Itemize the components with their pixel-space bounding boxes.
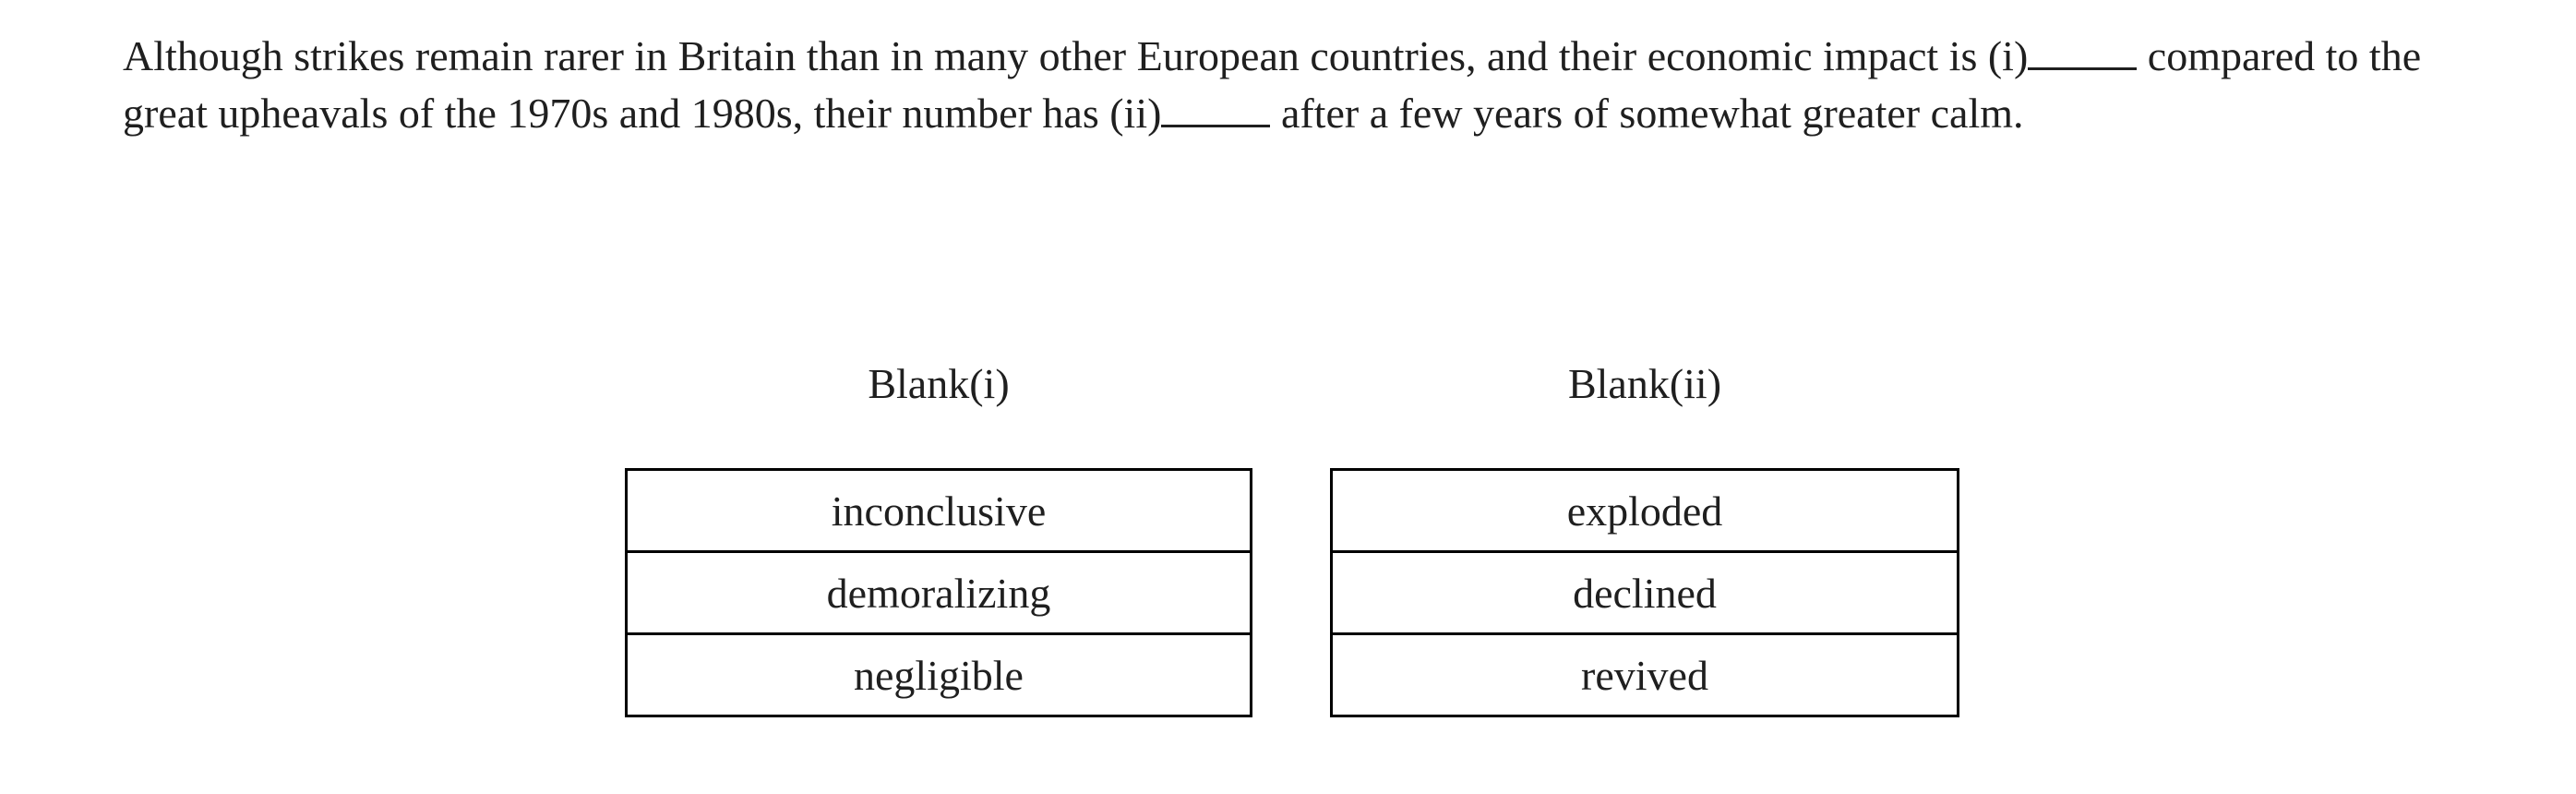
blank-ii-underline bbox=[1161, 125, 1270, 127]
blank-i-underline bbox=[2028, 67, 2137, 70]
blank-ii-answer-column bbox=[1330, 355, 1959, 717]
question-passage bbox=[123, 28, 2490, 142]
blank-i-options-table bbox=[625, 468, 1252, 717]
blank-i-header: Blank(i) bbox=[868, 360, 1010, 407]
passage-text-segment: compared to the great upheavals of the 1970s and 1980s, their number has (ii) bbox=[123, 32, 2422, 137]
option-cell-blank-i-2[interactable]: demoralizing bbox=[628, 550, 1250, 632]
option-cell-blank-ii-3[interactable]: revived bbox=[1333, 632, 1957, 715]
option-cell-blank-i-3[interactable]: negligible bbox=[628, 632, 1250, 715]
passage-text-segment: Although strikes remain rarer in Britain than in many other European countries, and their economic impact is (i) bbox=[123, 32, 2029, 79]
option-cell-blank-ii-2[interactable]: declined bbox=[1333, 550, 1957, 632]
blank-i-answer-column bbox=[625, 355, 1252, 717]
option-cell-blank-ii-1[interactable]: exploded bbox=[1333, 471, 1957, 550]
blank-ii-header: Blank(ii) bbox=[1567, 360, 1722, 407]
option-cell-blank-i-1[interactable]: inconclusive bbox=[628, 471, 1250, 550]
blank-ii-options-table bbox=[1330, 468, 1959, 717]
passage-text-segment: after a few years of somewhat greater calm. bbox=[1270, 90, 2024, 137]
